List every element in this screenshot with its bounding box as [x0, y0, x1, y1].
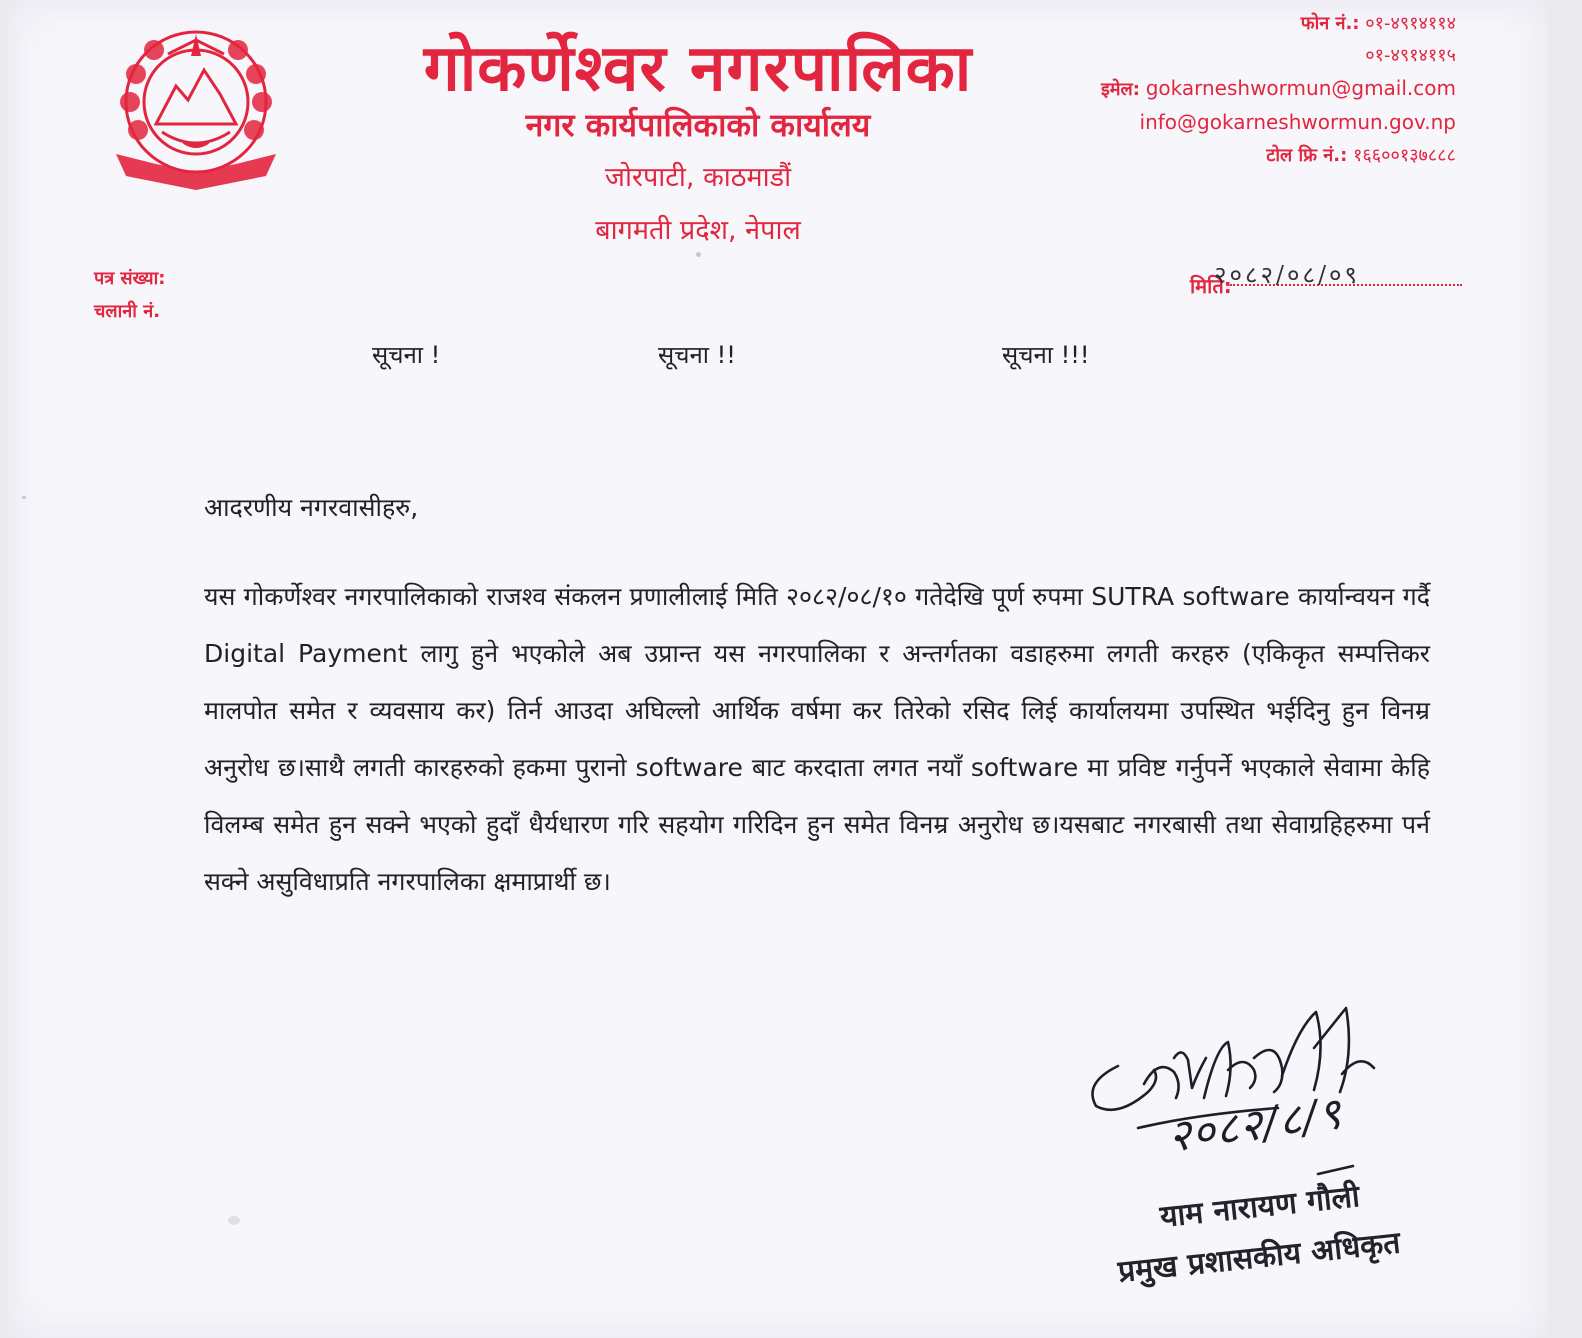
reference-block [94, 262, 165, 328]
municipality-emblem-icon [96, 14, 296, 204]
paper-speck [696, 252, 701, 257]
paper-speck [228, 1216, 240, 1225]
phone-number-2: ०१-४९१४११५ [1365, 45, 1456, 66]
notice-heading-1: सूचना ! [372, 341, 441, 369]
address-line-2: बागमती प्रदेश, नेपाल [595, 215, 801, 246]
notice-heading-2: सूचना !! [658, 341, 736, 369]
office-name: नगर कार्यपालिकाको कार्यालय [525, 106, 871, 144]
paper-speck [22, 496, 26, 499]
tollfree-line [1036, 140, 1456, 172]
phone-label: फोन नं.: [1300, 13, 1360, 34]
date-field [1190, 258, 1470, 298]
signature-date: २०८२/८/९ [1164, 1087, 1346, 1163]
email-line-1 [1036, 72, 1456, 106]
phone-line-1 [1036, 8, 1456, 40]
tollfree-label: टोल फ्रि नं.: [1266, 145, 1348, 166]
notice-heading-3: सूचना !!! [1002, 341, 1090, 369]
signatory-title: प्रमुख प्रशासकीय अधिकृत [1116, 1225, 1402, 1290]
date-value: २०८२/०८/०९ [1214, 261, 1361, 289]
contact-block [1036, 8, 1456, 172]
phone-line-2 [1036, 40, 1456, 72]
date-label: मिति: [1190, 274, 1232, 298]
letter-sheet [8, 0, 1548, 1338]
email-line-2 [1036, 106, 1456, 140]
dispatch-number-label: चलानी नं. [94, 301, 161, 322]
signatory-name: याम नारायण गौली [1158, 1179, 1362, 1235]
notice-body: यस गोकर्णेश्वर नगरपालिकाको राजश्व संकलन प्रणालीलाई मिति २०८२/०८/१० गतेदेखि पूर्ण रुपमा SUTRA software कार्यान्वयन गर्दै Digital Payment लागु हुने भएकोले अब उप्रान्त यस नगरपालिका र अन्तर्गतका वडाहरुमा लगती करहरु (एकिकृत सम्पत्तिकर मालपोत समेत र व्यवसाय कर) तिर्न आउदा अघिल्लो आर्थिक वर्षमा कर तिरेको रसिद लिई कार्यालयमा उपस्थित भईदिनु हुन विनम्र अनुरोध छ।साथै लगती कारहरुको हकमा पुरानो software बाट करदाता लगत नयाँ software मा प्रविष्ट गर्नुपर्ने भएकाले सेवामा केहि विलम्ब समेत हुन सक्ने भएको हुदाँ धैर्यधारण गरि सहयोग गरिदिन हुन समेत विनम्र अनुरोध छ।यसबाट नगरबासी तथा सेवाग्रहिहरुमा पर्न सक्ने असुविधाप्रति नगरपालिका क्षमाप्रार्थी छ। [204, 582, 1430, 896]
salutation: आदरणीय नगरवासीहरु, [204, 493, 419, 522]
tollfree-number: १६६००१३७८८८ [1353, 145, 1456, 166]
email-address-2: info@gokarneshwormun.gov.np [1139, 110, 1456, 134]
municipality-name: गोकर्णेश्वर नगरपालिका [423, 32, 973, 106]
email-address-1: gokarneshwormun@gmail.com [1145, 76, 1456, 100]
address-line-1: जोरपाटी, काठमाडौं [604, 162, 792, 193]
phone-number-1: ०१-४९१४११४ [1365, 13, 1456, 34]
letter-number-label: पत्र संख्या: [94, 268, 166, 289]
email-label: इमेल: [1100, 79, 1140, 100]
